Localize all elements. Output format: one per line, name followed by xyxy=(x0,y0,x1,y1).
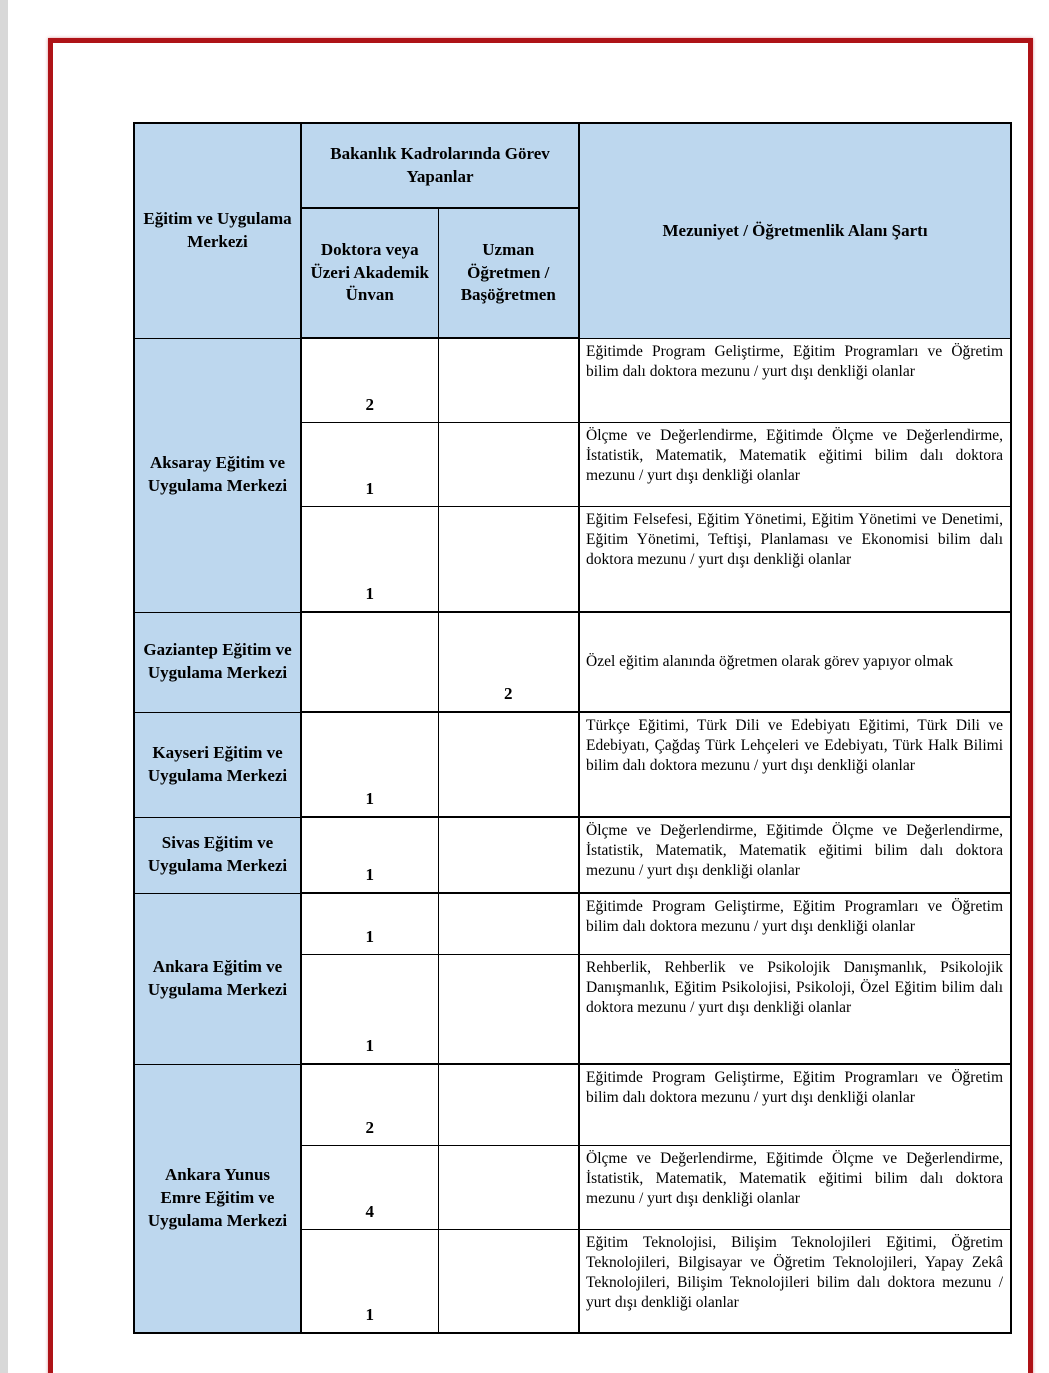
uzman-count-cell xyxy=(438,712,579,817)
table-row xyxy=(134,338,1011,422)
center-name-cell: Aksaray Eğitim ve Uygulama Merkezi xyxy=(134,338,301,612)
requirement-cell: Ölçme ve Değerlendirme, Eğitimde Ölçme ve Değerlendirme, İstatistik, Matematik, Matematik eğitimi bilim dalı doktora mezunu / yurt dışı denkliği olanlar xyxy=(579,422,1011,506)
uzman-count-cell xyxy=(438,1145,579,1229)
table-body xyxy=(134,338,1011,1333)
doktora-count-cell: 1 xyxy=(301,817,438,893)
uzman-count-cell xyxy=(438,422,579,506)
doktora-count-cell xyxy=(301,612,438,712)
doktora-count-cell: 1 xyxy=(301,712,438,817)
center-name-cell: Gaziantep Eğitim ve Uygulama Merkezi xyxy=(134,612,301,712)
doktora-count-cell: 4 xyxy=(301,1145,438,1229)
requirement-cell: Eğitim Felsefesi, Eğitim Yönetimi, Eğitim Yönetimi ve Denetimi, Eğitim Yönetimi, Teftişi, Planlaması ve Ekonomisi bilim dalı doktora mezunu / yurt dışı denkliği olanlar xyxy=(579,506,1011,612)
doktora-count-cell: 1 xyxy=(301,422,438,506)
requirement-cell: Eğitim Teknolojisi, Bilişim Teknolojileri Eğitimi, Öğretim Teknolojileri, Bilgisayar ve Öğretim Teknolojileri, Yapay Zekâ Teknolojileri, Bilişim Teknolojileri bilim dalı doktora mezunu / yurt dışı denkliği olanlar xyxy=(579,1229,1011,1333)
requirement-cell: Eğitimde Program Geliştirme, Eğitim Programları ve Öğretim bilim dalı doktora mezunu / yurt dışı denkliği olanlar xyxy=(579,893,1011,954)
header-doktora-column: Doktora veya Üzeri Akademik Ünvan xyxy=(301,208,438,338)
viewer-gutter xyxy=(0,0,8,1373)
center-name-cell: Sivas Eğitim ve Uygulama Merkezi xyxy=(134,817,301,893)
requirement-cell: Rehberlik, Rehberlik ve Psikolojik Danışmanlık, Psikolojik Danışmanlık, Eğitim Psikolojisi, Psikoloji, Özel Eğitim bilim dalı doktora mezunu / yurt dışı denkliği olanlar xyxy=(579,954,1011,1064)
header-requirement-column: Mezuniyet / Öğretmenlik Alanı Şartı xyxy=(579,123,1011,338)
uzman-count-cell xyxy=(438,1229,579,1333)
staff-requirements-table xyxy=(133,122,1012,1334)
table-header xyxy=(134,123,1011,338)
requirement-cell: Özel eğitim alanında öğretmen olarak görev yapıyor olmak xyxy=(579,612,1011,712)
center-name-cell: Ankara Eğitim ve Uygulama Merkezi xyxy=(134,893,301,1064)
requirement-cell: Eğitimde Program Geliştirme, Eğitim Programları ve Öğretim bilim dalı doktora mezunu / yurt dışı denkliği olanlar xyxy=(579,1064,1011,1145)
doktora-count-cell: 1 xyxy=(301,506,438,612)
requirement-cell: Eğitimde Program Geliştirme, Eğitim Programları ve Öğretim bilim dalı doktora mezunu / yurt dışı denkliği olanlar xyxy=(579,338,1011,422)
center-name-cell: Kayseri Eğitim ve Uygulama Merkezi xyxy=(134,712,301,817)
uzman-count-cell xyxy=(438,506,579,612)
table-row xyxy=(134,712,1011,817)
table-row xyxy=(134,612,1011,712)
header-group-bakanlik: Bakanlık Kadrolarında Görev Yapanlar xyxy=(301,123,579,208)
doktora-count-cell: 1 xyxy=(301,893,438,954)
doktora-count-cell: 1 xyxy=(301,1229,438,1333)
doktora-count-cell: 1 xyxy=(301,954,438,1064)
requirement-cell: Ölçme ve Değerlendirme, Eğitimde Ölçme ve Değerlendirme, İstatistik, Matematik, Matematik eğitimi bilim dalı doktora mezunu / yurt dışı denkliği olanlar xyxy=(579,1145,1011,1229)
table-row xyxy=(134,893,1011,954)
requirement-cell: Ölçme ve Değerlendirme, Eğitimde Ölçme ve Değerlendirme, İstatistik, Matematik, Matematik eğitimi bilim dalı doktora mezunu / yurt dışı denkliği olanlar xyxy=(579,817,1011,893)
uzman-count-cell xyxy=(438,338,579,422)
requirement-cell: Türkçe Eğitimi, Türk Dili ve Edebiyatı Eğitimi, Türk Dili ve Edebiyatı, Çağdaş Türk Lehçeleri ve Edebiyatı, Türk Halk Bilimi bilim dalı doktora mezunu / yurt dışı denkliği olanlar xyxy=(579,712,1011,817)
header-center-column: Eğitim ve Uygulama Merkezi xyxy=(134,123,301,338)
table-row xyxy=(134,1064,1011,1145)
header-uzman-column: Uzman Öğretmen / Başöğretmen xyxy=(438,208,579,338)
uzman-count-cell xyxy=(438,893,579,954)
doktora-count-cell: 2 xyxy=(301,338,438,422)
center-name-cell: Ankara Yunus Emre Eğitim ve Uygulama Merkezi xyxy=(134,1064,301,1333)
uzman-count-cell xyxy=(438,1064,579,1145)
uzman-count-cell: 2 xyxy=(438,612,579,712)
table-row xyxy=(134,817,1011,893)
uzman-count-cell xyxy=(438,954,579,1064)
uzman-count-cell xyxy=(438,817,579,893)
doktora-count-cell: 2 xyxy=(301,1064,438,1145)
